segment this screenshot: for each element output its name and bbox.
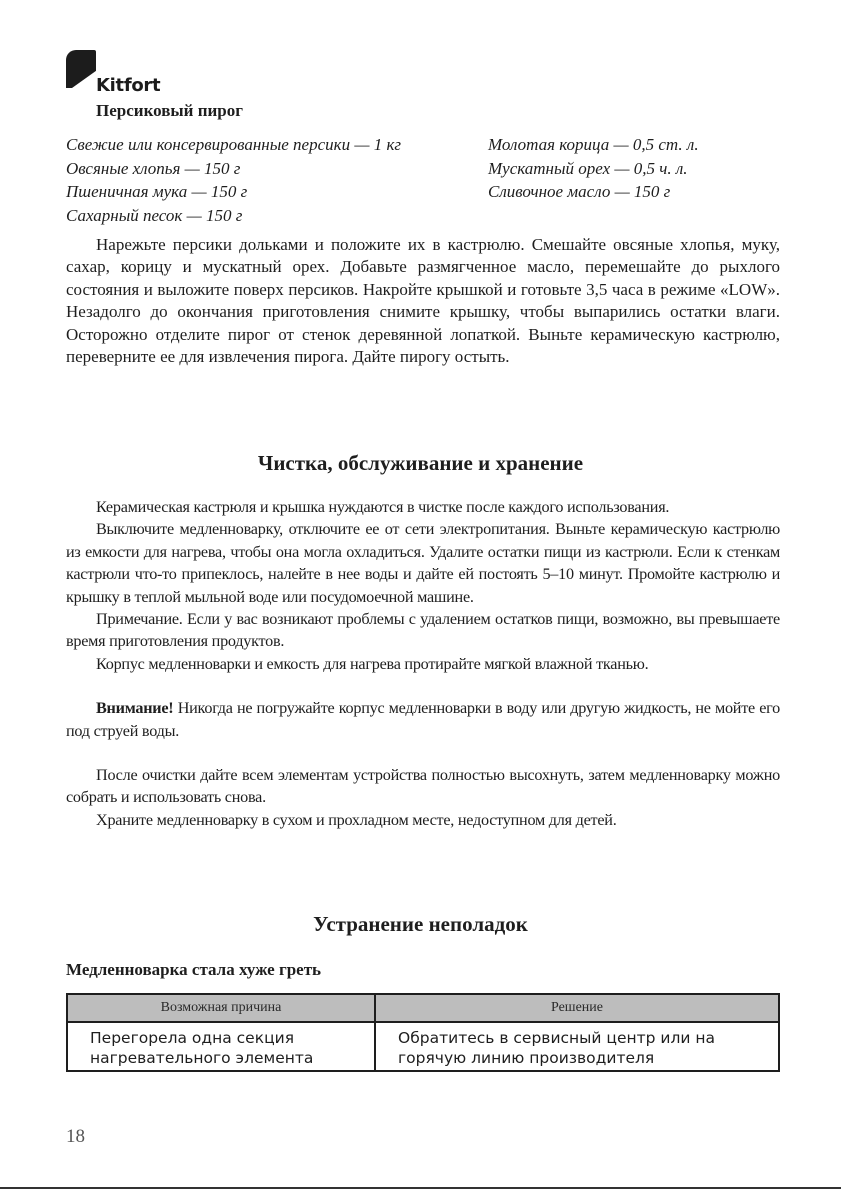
ingredient-item: Сахарный песок — 150 г [66,205,243,225]
ingredient-item: Свежие или консервированные персики — 1 кг [66,135,402,154]
page-number: 18 [66,1126,85,1147]
warning-text: Никогда не погружайте корпус медленноварки в воду или другую жидкость, не мойте его под струей воды. [66,699,780,740]
kitfort-logo-icon [66,50,96,88]
table-header-cause: Возможная причина [67,994,375,1022]
ingredients-left [66,133,401,227]
cleaning-note: Примечание. Если у вас возникают проблемы с удалением остатков пищи, возможно, вы превышаете время приготовления продуктов. [66,610,780,651]
table-cell-solution: Обратитесь в сервисный центр или на горячую линию производителя [375,1022,779,1071]
cleaning-section [66,496,780,831]
kitfort-logo [66,50,176,100]
warning-label: Внимание! [96,699,174,718]
recipe-title: Персиковый пирог [96,101,243,120]
ingredient-item: Молотая корица — 0,5 ст. л. [488,135,699,154]
ingredients-right [488,133,699,204]
table-cell-cause: Перегорела одна секция нагревательного элемента [67,1022,375,1071]
cleaning-paragraph: Корпус медленноварки и емкость для нагрева протирайте мягкой влажной тканью. [96,654,649,673]
cleaning-paragraph: После очистки дайте всем элементам устройства полностью высохнуть, затем медленноварку можно собрать и использовать снова. [66,766,780,807]
recipe-instructions: Нарежьте персики дольками и положите их в кастрюлю. Смешайте овсяные хлопья, муку, сахар, корицу и мускатный орех. Добавьте размягченное масло, перемешайте до рыхлого состояния и выложите поверх персиков. Накройте крышкой и готовьте 3,5 часа в режиме «LOW». Незадолго до окончания приготовления снимите крышку, чтобы выпарились остатки влаги. Осторожно отделите пирог от стенок деревянной лопаткой. Выньте керамическую кастрюлю, переверните ее для извлечения пирога. Дайте пирогу остыть. [66,235,780,367]
brand-name: Kitfort [96,75,161,96]
storage-paragraph: Храните медленноварку в сухом и прохладном месте, недоступном для детей. [96,810,617,829]
table-header-row [67,994,779,1022]
ingredient-item: Пшеничная мука — 150 г [66,182,248,201]
troubleshooting-table [66,993,780,1072]
cleaning-heading: Чистка, обслуживание и хранение [257,451,584,475]
bottom-divider [0,1187,841,1189]
troubleshooting-heading: Устранение неполадок [313,912,528,936]
ingredient-item: Овсяные хлопья — 150 г [66,158,241,178]
ingredient-item: Сливочное масло — 150 г [488,182,671,201]
warning-paragraph [66,697,780,742]
cleaning-paragraph: Выключите медленноварку, отключите ее от сети электропитания. Выньте керамическую кастрюлю из емкости для нагрева, чтобы она могла охладиться. Удалите остатки пищи из кастрюли. Если к стенкам кастрюли что-то припеклось, налейте в нее воды и дайте ей постоять 5–10 минут. Промойте кастрюлю и крышку в теплой мыльной воде или посудомоечной машине. [66,520,780,606]
table-row [67,1022,779,1071]
table-header-solution: Решение [375,994,779,1022]
problem-subtitle: Медленноварка стала хуже греть [66,960,322,979]
ingredient-item: Мускатный орех — 0,5 ч. л. [488,158,688,178]
cleaning-paragraph: Керамическая кастрюля и крышка нуждаются в чистке после каждого использования. [96,498,670,516]
